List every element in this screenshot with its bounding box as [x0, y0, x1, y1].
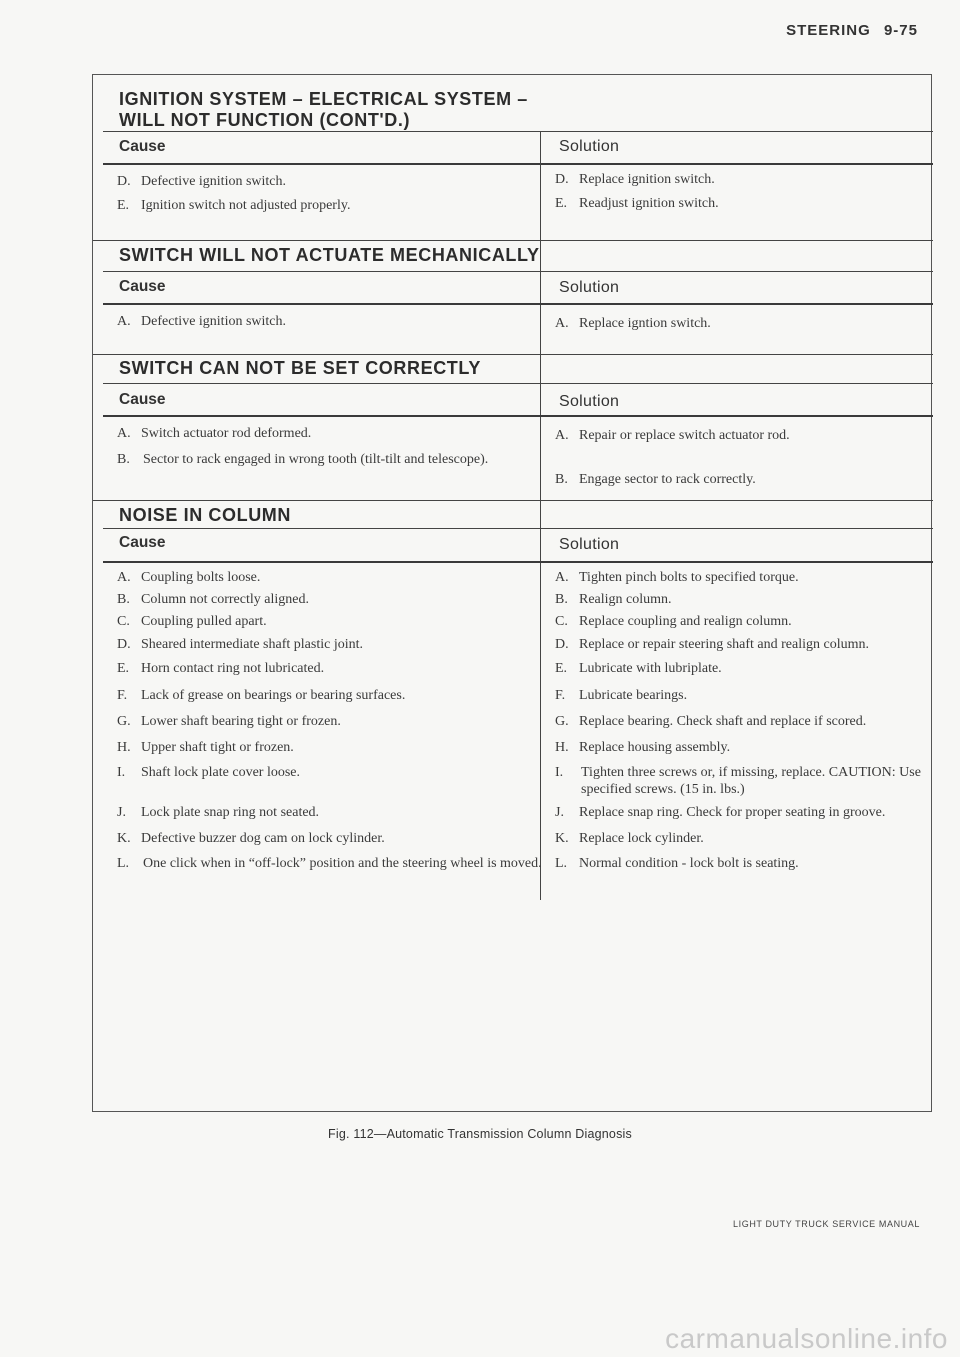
section-title-noise [119, 505, 291, 526]
divider [103, 271, 933, 272]
section-title-line: SWITCH CAN NOT BE SET CORRECTLY [119, 358, 481, 378]
solution-item: I. Tighten three screws or, if missing, replace. CAUTION: Use specified screws. (15 in. lbs.) [555, 765, 921, 797]
cause-item: D. Sheared intermediate shaft plastic joint. [117, 637, 363, 652]
diagnosis-chart [92, 74, 932, 1112]
cause-item: J. Lock plate snap ring not seated. [117, 805, 320, 820]
solution-item: L. Normal condition - lock bolt is seating. [555, 856, 799, 871]
solution-item: E. Readjust ignition switch. [555, 196, 719, 211]
column-divider [540, 354, 541, 501]
cause-header: Cause [119, 278, 166, 295]
section-title-set [119, 358, 481, 379]
solution-item: B. Engage sector to rack correctly. [555, 472, 756, 487]
divider [93, 354, 933, 355]
section-title-line: WILL NOT FUNCTION (CONT'D.) [119, 110, 411, 130]
cause-item: A. Defective ignition switch. [117, 314, 287, 329]
solution-item: D. Replace ignition switch. [555, 172, 715, 187]
section-title-actuate [119, 245, 540, 266]
cause-item: A. Switch actuator rod deformed. [117, 426, 312, 441]
figure-caption: Fig. 112—Automatic Transmission Column Diagnosis [328, 1127, 632, 1141]
cause-header: Cause [119, 534, 166, 551]
solution-item: A. Replace igntion switch. [555, 316, 711, 331]
cause-item: A. Coupling bolts loose. [117, 570, 261, 585]
divider [103, 163, 933, 165]
cause-item: B. Column not correctly aligned. [117, 592, 309, 607]
solution-item: J. Replace snap ring. Check for proper seating in groove. [555, 805, 886, 820]
divider [103, 383, 933, 384]
cause-header: Cause [119, 138, 166, 155]
solution-item: K. Replace lock cylinder. [555, 831, 704, 846]
cause-item: G. Lower shaft bearing tight or frozen. [117, 714, 341, 729]
solution-header: Solution [559, 536, 620, 553]
divider [103, 303, 933, 305]
column-divider [540, 500, 541, 900]
solution-item: F. Lubricate bearings. [555, 688, 688, 703]
cause-header: Cause [119, 391, 166, 408]
solution-header: Solution [559, 393, 620, 410]
cause-item: D. Defective ignition switch. [117, 174, 287, 189]
header-section: STEERING [786, 22, 871, 39]
solution-header: Solution [559, 138, 620, 155]
page-header [786, 22, 918, 39]
section-title-line: NOISE IN COLUMN [119, 505, 292, 525]
cause-item: C. Coupling pulled apart. [117, 614, 267, 629]
divider [93, 240, 933, 241]
cause-item: H. Upper shaft tight or frozen. [117, 740, 294, 755]
cause-item: K. Defective buzzer dog cam on lock cylinder. [117, 831, 385, 846]
solution-item: H. Replace housing assembly. [555, 740, 731, 755]
manual-footer: LIGHT DUTY TRUCK SERVICE MANUAL [733, 1219, 920, 1229]
column-divider [540, 240, 541, 355]
cause-item: F. Lack of grease on bearings or bearing surfaces. [117, 688, 406, 703]
solution-item: A. Tighten pinch bolts to specified torque. [555, 570, 799, 585]
solution-item: E. Lubricate with lubriplate. [555, 661, 722, 676]
section-title-line: SWITCH WILL NOT ACTUATE MECHANICALLY [119, 245, 540, 265]
solution-item: D. Replace or repair steering shaft and realign column. [555, 637, 869, 652]
solution-header: Solution [559, 279, 620, 296]
column-divider [540, 131, 541, 241]
divider [103, 131, 933, 132]
solution-item: C. Replace coupling and realign column. [555, 614, 792, 629]
section-title-line: IGNITION SYSTEM – ELECTRICAL SYSTEM – [119, 89, 528, 109]
section-title-ignition [119, 89, 528, 131]
watermark: carmanualsonline.info [665, 1323, 948, 1354]
solution-item: A. Repair or replace switch actuator rod. [555, 428, 790, 443]
solution-item: B. Realign column. [555, 592, 672, 607]
divider [93, 500, 933, 501]
cause-item: B. Sector to rack engaged in wrong tooth (tilt-tilt and telescope). [117, 452, 489, 467]
cause-item: I. Shaft lock plate cover loose. [117, 765, 301, 780]
divider [103, 561, 933, 563]
cause-item: E. Horn contact ring not lubricated. [117, 661, 325, 676]
cause-item: E. Ignition switch not adjusted properly. [117, 198, 351, 213]
solution-item: G. Replace bearing. Check shaft and replace if scored. [555, 714, 867, 729]
cause-item: L. One click when in “off-lock” position and the steering wheel is moved. [117, 856, 542, 871]
divider [103, 528, 933, 529]
divider [103, 415, 933, 417]
header-page-number: 9-75 [883, 22, 918, 39]
